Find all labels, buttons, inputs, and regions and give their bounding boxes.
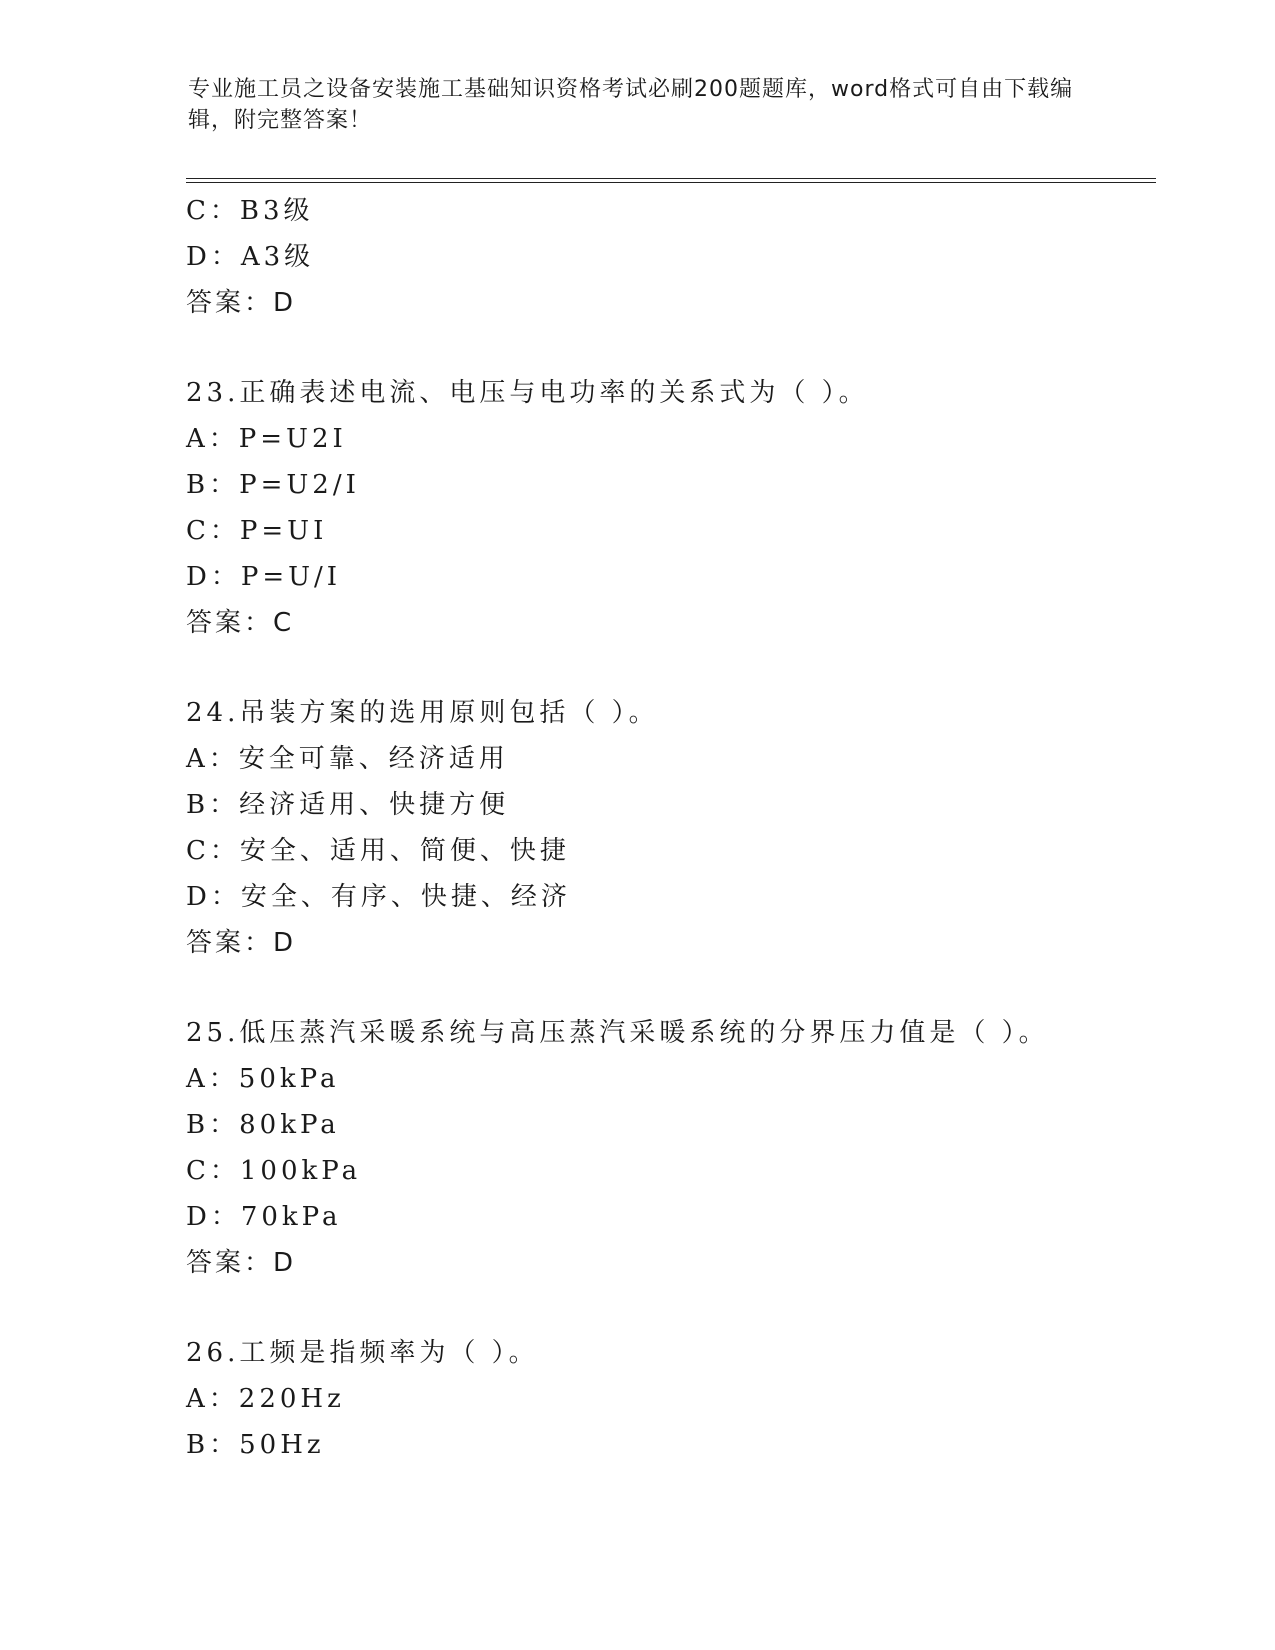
- answer: 答案：D: [186, 928, 297, 958]
- question-26: [186, 1330, 1146, 1468]
- partial-question: [186, 188, 1146, 326]
- option-c: C：P=UI: [186, 516, 328, 546]
- option-c: C：安全、适用、简便、快捷: [186, 836, 570, 866]
- option-d: D：A3级: [186, 242, 315, 272]
- question-list: [186, 188, 1146, 1468]
- question-stem: 25.低压蒸汽采暖系统与高压蒸汽采暖系统的分界压力值是（ ）。: [186, 1018, 1049, 1048]
- question-stem: 23.正确表述电流、电压与电功率的关系式为（ ）。: [186, 378, 869, 408]
- option-a: A：P=U2I: [186, 424, 347, 454]
- option-a: A：50kPa: [186, 1064, 340, 1094]
- answer: 答案：D: [186, 1248, 297, 1278]
- question-24: [186, 690, 1146, 966]
- option-b: B：50Hz: [186, 1430, 325, 1460]
- question-25: [186, 1010, 1146, 1286]
- option-b: B：经济适用、快捷方便: [186, 790, 510, 820]
- option-c: C：100kPa: [186, 1156, 362, 1186]
- option-b: B：P=U2/I: [186, 470, 360, 500]
- option-d: D：安全、有序、快捷、经济: [186, 882, 571, 912]
- option-d: D：70kPa: [186, 1202, 342, 1232]
- option-a: A：220Hz: [186, 1384, 345, 1414]
- answer: 答案：D: [186, 288, 297, 318]
- answer: 答案：C: [186, 608, 295, 638]
- header-divider: [186, 178, 1156, 183]
- question-23: [186, 370, 1146, 646]
- question-stem: 26.工频是指频率为（ ）。: [186, 1338, 539, 1368]
- question-stem: 24.吊装方案的选用原则包括（ ）。: [186, 698, 659, 728]
- document-header-title: 专业施工员之设备安装施工基础知识资格考试必刷200题题库，word格式可自由下载编辑，附完整答案！: [188, 77, 1074, 133]
- option-b: B：80kPa: [186, 1110, 340, 1140]
- option-d: D：P=U/I: [186, 562, 342, 592]
- option-a: A：安全可靠、经济适用: [186, 744, 509, 774]
- option-c: C：B3级: [186, 196, 314, 226]
